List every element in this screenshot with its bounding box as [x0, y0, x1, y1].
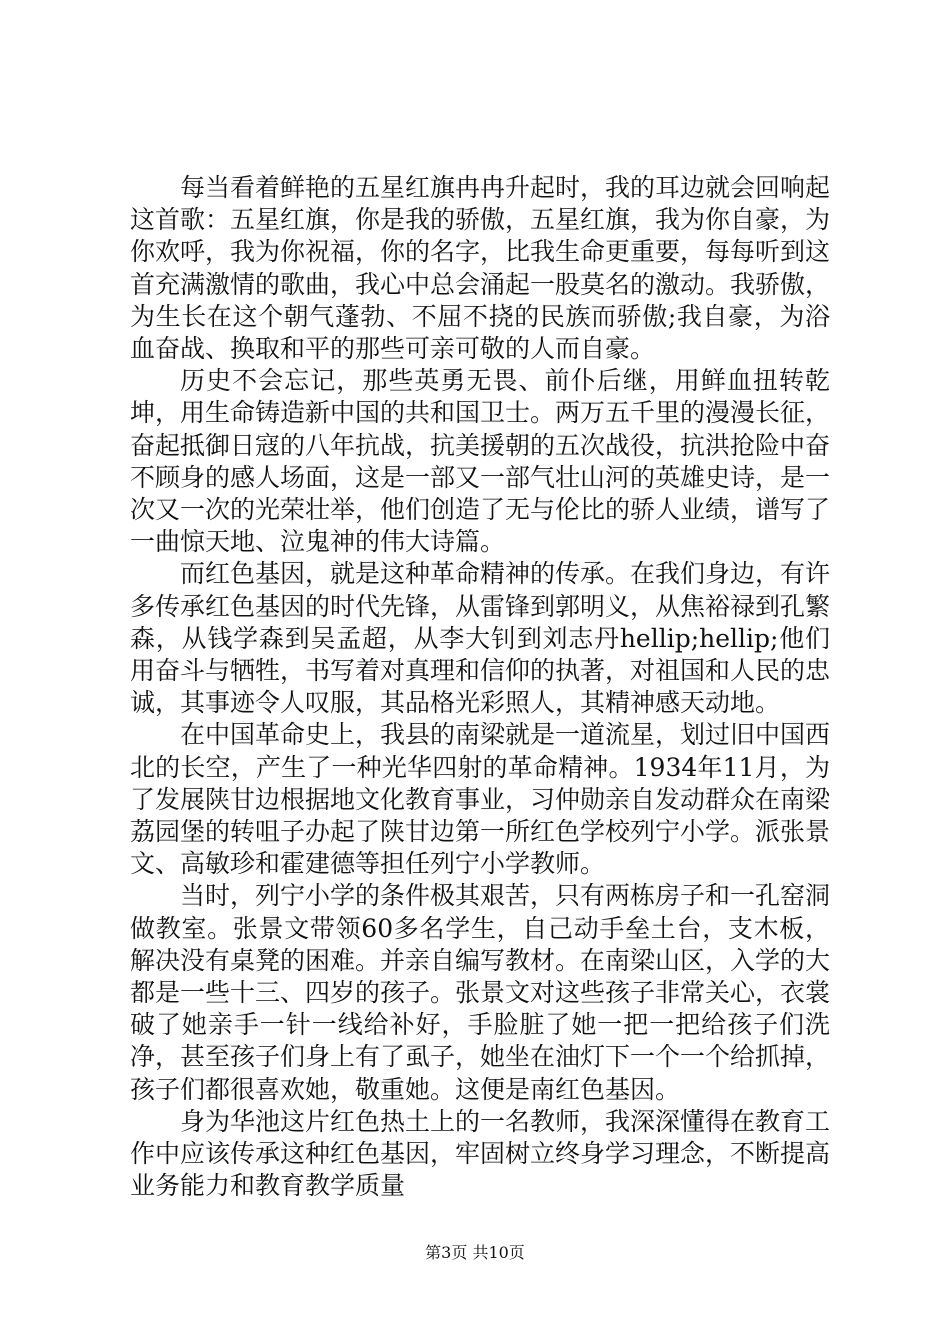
- paragraph-4: 在中国革命史上，我县的南梁就是一道流星，划过旧中国西北的长空，产生了一种光华四射的革命精神。1934年11月，为了发展陕甘边根据地文化教育事业，习仲勋亲自发动群众在南梁荔园堡的转咀子办起了陕甘边第一所红色学校列宁小学。派张景文、高敏珍和霍建德等担任列宁小学教师。: [130, 720, 831, 879]
- paragraph-2: 历史不会忘记，那些英勇无畏、前仆后继，用鲜血扭转乾坤，用生命铸造新中国的共和国卫士。两万五千里的漫漫长征，奋起抵御日寇的八年抗战，抗美援朝的五次战役，抗洪抢险中奋不顾身的感人场面，这是一部又一部气壮山河的英雄史诗，是一次又一次的光荣壮举，他们创造了无与伦比的骄人业绩，谱写了一曲惊天地、泣鬼神的伟大诗篇。: [130, 366, 831, 557]
- paragraph-6: 身为华池这片红色热土上的一名教师，我深深懂得在教育工作中应该传承这种红色基因，牢固树立终身学习理念，不断提高业务能力和教育教学质量: [130, 1106, 831, 1201]
- page-number-footer: 第3页 共10页: [425, 1243, 525, 1262]
- paragraph-5: 当时，列宁小学的条件极其艰苦，只有两栋房子和一孔窑洞做教室。张景文带领60多名学生，自己动手垒土台，支木板，解决没有桌凳的困难。并亲自编写教材。在南梁山区，入学的大都是一些十三、四岁的孩子。张景文对这些孩子非常关心，衣裳破了她亲手一针一线给补好，手脸脏了她一把一把给孩子们洗净，甚至孩子们身上有了虱子，她坐在油灯下一个一个给抓掉，孩子们都很喜欢她，敬重她。这便是南红色基因。: [130, 881, 831, 1104]
- paragraph-1: 每当看着鲜艳的五星红旗冉冉升起时，我的耳边就会回响起这首歌：五星红旗，你是我的骄傲，五星红旗，我为你自豪，为你欢呼，我为你祝福，你的名字，比我生命更重要，每每听到这首充满激情的歌曲，我心中总会涌起一股莫名的激动。我骄傲，为生长在这个朝气蓬勃、不屈不挠的民族而骄傲;我自豪，为浴血奋战、换取和平的那些可亲可敬的人而自豪。: [130, 173, 831, 364]
- document-body: [130, 172, 830, 1203]
- paragraph-3: 而红色基因，就是这种革命精神的传承。在我们身边，有许多传承红色基因的时代先锋，从雷锋到郭明义，从焦裕禄到孔繁森，从钱学森到吴孟超，从李大钊到刘志丹hellip;hellip;他们用奋斗与牺牲，书写着对真理和信仰的执著，对祖国和人民的忠诚，其事迹令人叹服，其品格光彩照人，其精神感天动地。: [130, 559, 831, 718]
